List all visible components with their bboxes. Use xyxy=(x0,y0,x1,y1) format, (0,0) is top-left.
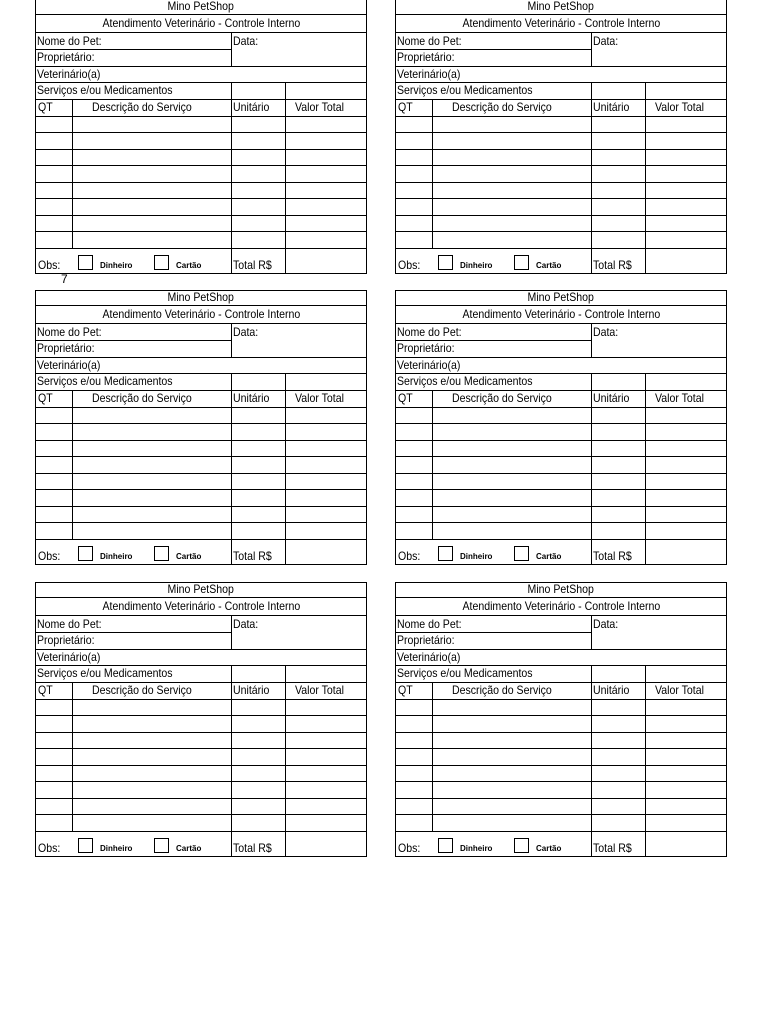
column-qt: QT xyxy=(38,683,53,697)
card-label: Cartão xyxy=(536,261,562,270)
card-label: Cartão xyxy=(536,552,562,561)
pet-name-label: Nome do Pet: xyxy=(37,325,102,339)
cash-label: Dinheiro xyxy=(460,844,493,853)
card-checkbox[interactable] xyxy=(514,546,529,561)
pet-name-label: Nome do Pet: xyxy=(397,34,462,48)
obs-label: Obs: xyxy=(398,549,421,563)
vet-service-form xyxy=(395,0,727,274)
total-label: Total R$ xyxy=(593,258,632,272)
card-label: Cartão xyxy=(176,844,202,853)
column-description: Descrição do Serviço xyxy=(452,391,552,405)
vet-label: Veterinário(a) xyxy=(37,67,101,81)
cash-checkbox[interactable] xyxy=(78,838,93,853)
cash-label: Dinheiro xyxy=(460,261,493,270)
column-unit: Unitário xyxy=(233,391,270,405)
column-description: Descrição do Serviço xyxy=(452,100,552,114)
column-total-value: Valor Total xyxy=(295,391,344,405)
total-label: Total R$ xyxy=(233,258,272,272)
column-total-value: Valor Total xyxy=(655,391,704,405)
card-label: Cartão xyxy=(176,552,202,561)
column-total-value: Valor Total xyxy=(655,683,704,697)
form-title: Mino PetShop xyxy=(527,582,595,596)
form-subtitle: Atendimento Veterinário - Controle Interno xyxy=(462,16,660,30)
cash-checkbox[interactable] xyxy=(78,546,93,561)
vet-label: Veterinário(a) xyxy=(37,358,101,372)
owner-label: Proprietário: xyxy=(397,633,455,647)
card-checkbox[interactable] xyxy=(154,546,169,561)
card-checkbox[interactable] xyxy=(514,255,529,270)
column-qt: QT xyxy=(398,100,413,114)
card-checkbox[interactable] xyxy=(514,838,529,853)
column-unit: Unitário xyxy=(593,683,630,697)
date-label: Data: xyxy=(593,617,619,631)
card-checkbox[interactable] xyxy=(154,838,169,853)
stray-page-mark: 7 xyxy=(61,272,68,286)
obs-label: Obs: xyxy=(38,258,61,272)
column-unit: Unitário xyxy=(233,100,270,114)
cash-label: Dinheiro xyxy=(100,261,133,270)
column-description: Descrição do Serviço xyxy=(92,391,192,405)
column-unit: Unitário xyxy=(593,100,630,114)
vet-label: Veterinário(a) xyxy=(397,650,461,664)
cash-checkbox[interactable] xyxy=(438,255,453,270)
vet-label: Veterinário(a) xyxy=(397,358,461,372)
cash-label: Dinheiro xyxy=(460,552,493,561)
owner-label: Proprietário: xyxy=(397,341,455,355)
services-label: Serviços e/ou Medicamentos xyxy=(37,374,173,388)
form-title: Mino PetShop xyxy=(167,290,235,304)
total-label: Total R$ xyxy=(593,841,632,855)
date-label: Data: xyxy=(233,34,259,48)
cash-checkbox[interactable] xyxy=(438,838,453,853)
owner-label: Proprietário: xyxy=(37,633,95,647)
pet-name-label: Nome do Pet: xyxy=(37,617,102,631)
column-unit: Unitário xyxy=(593,391,630,405)
cash-checkbox[interactable] xyxy=(438,546,453,561)
form-subtitle: Atendimento Veterinário - Controle Interno xyxy=(102,599,300,613)
services-label: Serviços e/ou Medicamentos xyxy=(37,666,173,680)
date-label: Data: xyxy=(233,325,259,339)
column-total-value: Valor Total xyxy=(295,100,344,114)
total-label: Total R$ xyxy=(233,841,272,855)
cash-label: Dinheiro xyxy=(100,552,133,561)
services-label: Serviços e/ou Medicamentos xyxy=(37,83,173,97)
column-qt: QT xyxy=(38,391,53,405)
column-qt: QT xyxy=(398,683,413,697)
date-label: Data: xyxy=(593,325,619,339)
services-label: Serviços e/ou Medicamentos xyxy=(397,374,533,388)
form-subtitle: Atendimento Veterinário - Controle Interno xyxy=(462,307,660,321)
pet-name-label: Nome do Pet: xyxy=(397,325,462,339)
services-label: Serviços e/ou Medicamentos xyxy=(397,666,533,680)
form-subtitle: Atendimento Veterinário - Controle Interno xyxy=(462,599,660,613)
obs-label: Obs: xyxy=(398,258,421,272)
column-description: Descrição do Serviço xyxy=(92,683,192,697)
column-description: Descrição do Serviço xyxy=(92,100,192,114)
vet-service-form xyxy=(35,290,367,565)
column-description: Descrição do Serviço xyxy=(452,683,552,697)
cash-checkbox[interactable] xyxy=(78,255,93,270)
vet-label: Veterinário(a) xyxy=(37,650,101,664)
form-title: Mino PetShop xyxy=(527,0,595,13)
column-qt: QT xyxy=(38,100,53,114)
vet-label: Veterinário(a) xyxy=(397,67,461,81)
vet-service-form xyxy=(35,582,367,857)
cash-label: Dinheiro xyxy=(100,844,133,853)
card-checkbox[interactable] xyxy=(154,255,169,270)
card-label: Cartão xyxy=(536,844,562,853)
pet-name-label: Nome do Pet: xyxy=(397,617,462,631)
form-subtitle: Atendimento Veterinário - Controle Interno xyxy=(102,307,300,321)
obs-label: Obs: xyxy=(38,549,61,563)
form-subtitle: Atendimento Veterinário - Controle Interno xyxy=(102,16,300,30)
form-title: Mino PetShop xyxy=(167,582,235,596)
column-total-value: Valor Total xyxy=(295,683,344,697)
vet-service-form xyxy=(395,290,727,565)
column-total-value: Valor Total xyxy=(655,100,704,114)
obs-label: Obs: xyxy=(38,841,61,855)
vet-service-form xyxy=(395,582,727,857)
form-title: Mino PetShop xyxy=(167,0,235,13)
owner-label: Proprietário: xyxy=(397,50,455,64)
obs-label: Obs: xyxy=(398,841,421,855)
column-qt: QT xyxy=(398,391,413,405)
total-label: Total R$ xyxy=(593,549,632,563)
vet-service-form xyxy=(35,0,367,274)
services-label: Serviços e/ou Medicamentos xyxy=(397,83,533,97)
form-title: Mino PetShop xyxy=(527,290,595,304)
pet-name-label: Nome do Pet: xyxy=(37,34,102,48)
card-label: Cartão xyxy=(176,261,202,270)
owner-label: Proprietário: xyxy=(37,50,95,64)
owner-label: Proprietário: xyxy=(37,341,95,355)
column-unit: Unitário xyxy=(233,683,270,697)
date-label: Data: xyxy=(233,617,259,631)
date-label: Data: xyxy=(593,34,619,48)
total-label: Total R$ xyxy=(233,549,272,563)
